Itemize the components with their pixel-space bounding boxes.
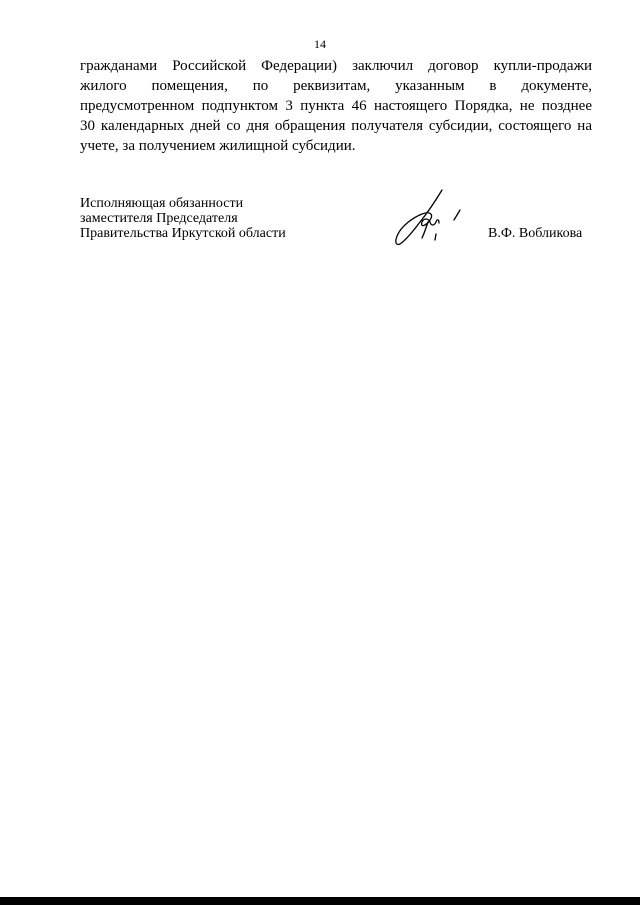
position-line: заместителя Председателя: [80, 211, 238, 226]
scan-edge-bar: [0, 897, 640, 905]
page-number: 14: [314, 37, 326, 51]
position-line: Правительства Иркутской области: [80, 226, 286, 241]
body-paragraph: [80, 56, 592, 156]
body-line: 30 календарных дней со дня обращения получателя субсидии, состоящего на: [80, 118, 592, 134]
body-line: гражданами Российской Федерации) заключил договор купли-продажи: [80, 58, 592, 74]
handwritten-signature: [384, 182, 474, 250]
body-line: предусмотренном подпунктом 3 пункта 46 настоящего Порядка, не позднее: [80, 98, 592, 114]
signatory-position: [80, 196, 380, 241]
signer-name: В.Ф. Вобликова: [488, 226, 583, 241]
body-line: жилого помещения, по реквизитам, указанным в документе,: [80, 78, 592, 94]
body-line: учете, за получением жилищной субсидии.: [80, 138, 356, 154]
position-line: Исполняющая обязанности: [80, 196, 244, 211]
